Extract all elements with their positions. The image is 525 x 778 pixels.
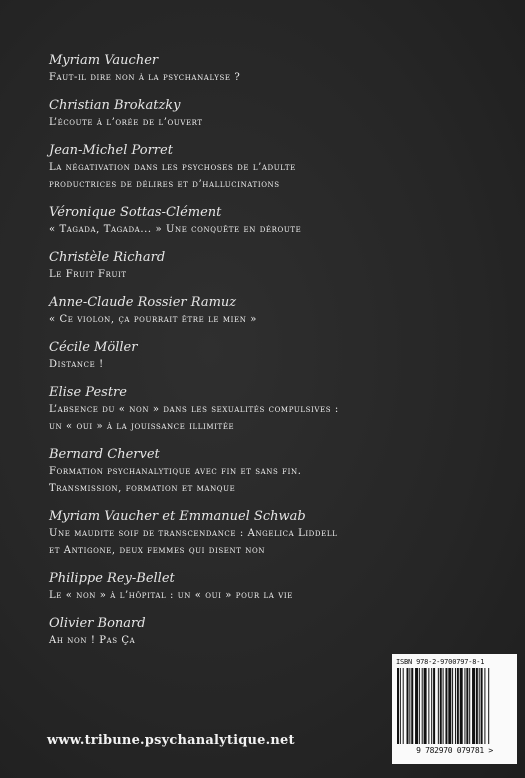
barcode-bar <box>488 668 489 744</box>
isbn-barcode <box>392 654 517 764</box>
entry-title-line: L’écoute à l’orée de l’ouvert <box>49 117 203 128</box>
entry-title-line: Formation psychanalytique avec fin et sans fin. <box>49 466 302 477</box>
barcode-bar <box>452 668 453 744</box>
isbn-label: ISBN 978-2-9700797-8-1 <box>396 658 485 666</box>
contents-entry <box>49 204 469 238</box>
entry-title-line: « Tagada, Tagada... » Une conquête en déroute <box>49 224 302 235</box>
contents-entry <box>49 249 469 283</box>
contents-entry <box>49 97 469 131</box>
barcode-bar <box>433 668 435 744</box>
contents-entry <box>49 294 469 328</box>
entry-author: Cécile Möller <box>49 340 138 355</box>
barcode-bar <box>409 668 410 744</box>
barcode-bar <box>411 668 413 744</box>
entry-author: Elise Pestre <box>49 385 127 400</box>
contents-entry <box>49 508 469 559</box>
barcode-bar <box>415 668 418 744</box>
barcode-bar <box>428 668 429 744</box>
barcode-bar <box>407 668 409 744</box>
entry-title-line: et Antigone, deux femmes qui disent non <box>49 545 266 556</box>
entry-author: Myriam Vaucher <box>49 53 159 68</box>
website-url: www.tribune.psychanalytique.net <box>47 733 295 748</box>
entry-author: Véronique Sottas-Clément <box>49 205 222 220</box>
entry-title-line: Le « non » à l’hôpital : un « oui » pour la vie <box>49 590 293 601</box>
barcode-bar <box>397 668 399 744</box>
barcode-bar <box>403 668 404 744</box>
entry-title-line: un « oui » à la jouissance illimitée <box>49 421 235 432</box>
barcode-bar <box>476 668 478 744</box>
contents-entry <box>49 52 469 86</box>
contents-entry <box>49 446 469 497</box>
barcode-bar <box>448 668 451 744</box>
barcode-digits: 9 782970 079781 > <box>416 746 493 755</box>
entry-title-line: La négativation dans les psychoses de l’adulte <box>49 162 296 173</box>
barcode-bar <box>424 668 427 744</box>
contents-entry <box>49 384 469 435</box>
barcode-bar <box>464 668 465 744</box>
entry-title-line: « Ce violon, ça pourrait être le mien » <box>49 314 257 325</box>
barcode-bar <box>484 668 485 744</box>
barcode-bar <box>469 668 470 744</box>
entry-author: Anne-Claude Rossier Ramuz <box>49 295 237 310</box>
barcode-bar <box>445 668 447 744</box>
barcode-bar <box>479 668 480 744</box>
entry-title-line: Transmission, formation et manque <box>49 483 236 494</box>
barcode-bar <box>400 668 401 744</box>
contents-entry <box>49 142 469 193</box>
entry-author: Jean-Michel Porret <box>49 143 173 158</box>
barcode-bar <box>466 668 468 744</box>
entry-title-line: Faut-il dire non à la psychanalyse ? <box>49 72 241 83</box>
barcode-bar <box>443 668 444 744</box>
barcode-bar <box>457 668 459 744</box>
barcode-bar <box>431 668 432 744</box>
entry-author: Christèle Richard <box>49 250 166 265</box>
entry-author: Christian Brokatzky <box>49 98 181 113</box>
contents-entry <box>49 570 469 604</box>
entry-author: Olivier Bonard <box>49 616 146 631</box>
contents-entry <box>49 339 469 373</box>
entry-title-line: L’absence du « non » dans les sexualités compulsives : <box>49 404 339 415</box>
entry-title-line: Une maudite soif de transcendance : Angelica Liddell <box>49 528 338 539</box>
entry-title-line: productrices de délires et d’hallucinations <box>49 179 280 190</box>
entry-title-line: Le Fruit Fruit <box>49 269 127 280</box>
barcode-bar <box>422 668 423 744</box>
entry-author: Bernard Chervet <box>49 447 160 462</box>
barcode-bar <box>460 668 463 744</box>
entry-title-line: Ah non ! Pas Ça <box>49 635 136 646</box>
entry-title-line: Distance ! <box>49 359 104 370</box>
barcode-bar <box>481 668 483 744</box>
barcode-bars <box>396 668 513 744</box>
contents-entry <box>49 615 469 649</box>
barcode-bar <box>440 668 442 744</box>
barcode-bar <box>438 668 439 744</box>
barcode-bar <box>472 668 475 744</box>
entry-author: Myriam Vaucher et Emmanuel Schwab <box>49 509 306 524</box>
entry-author: Philippe Rey-Bellet <box>49 571 175 586</box>
table-of-contents <box>49 52 469 660</box>
barcode-bar <box>419 668 420 744</box>
barcode-bar <box>455 668 456 744</box>
